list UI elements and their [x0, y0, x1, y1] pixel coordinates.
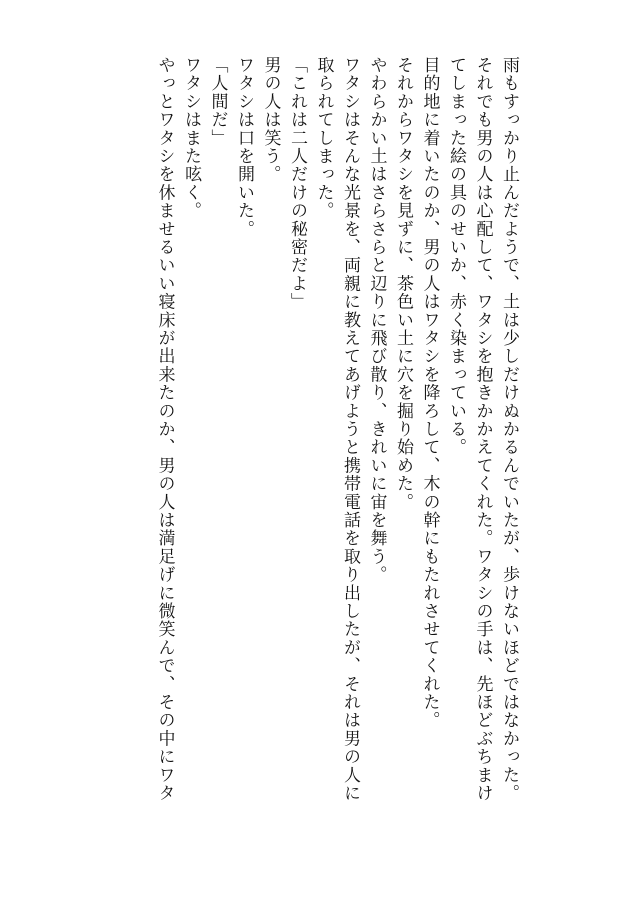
text-line: てしまった絵の具のせいか、赤く染まっている。 — [446, 56, 466, 457]
text-line: 男の人は笑う。 — [260, 56, 281, 184]
text-line: 雨もすっかり止んだようで、土は少しだけぬかるんでいたが、歩けないほどではなかった。 — [499, 56, 519, 803]
text-line: それでも男の人は心配して、ワタシを抱きかかえてくれた。ワタシの手は、先ほどぶちまけ — [472, 56, 493, 803]
vertical-text-body — [151, 56, 522, 836]
text-line: やっとワタシを休ませるいい寝床が出来たのか、男の人は満足げに微笑んで、その中にワタ — [154, 56, 175, 803]
dialogue-line: 「人間だ」 — [207, 56, 228, 147]
text-line: ワタシはそんな光景を、両親に教えてあげようと携帯電話を取り出したが、それは男の人に — [340, 56, 360, 803]
text-line: 目的地に着いたのか、男の人はワタシを降ろして、木の幹にもたれさせてくれた。 — [419, 56, 440, 730]
dialogue-line: 「これは二人だけの秘密だよ」 — [287, 56, 307, 311]
text-line: それからワタシを見ずに、茶色い土に穴を掘り始めた。 — [393, 56, 413, 511]
text-line: ワタシは口を開いた。 — [234, 56, 254, 238]
text-line: 取られてしまった。 — [313, 56, 334, 220]
text-line: ワタシはまた呟く。 — [181, 56, 201, 220]
text-line: やわらかい土はさらさらと辺りに飛び散り、きれいに宙を舞う。 — [366, 56, 387, 584]
